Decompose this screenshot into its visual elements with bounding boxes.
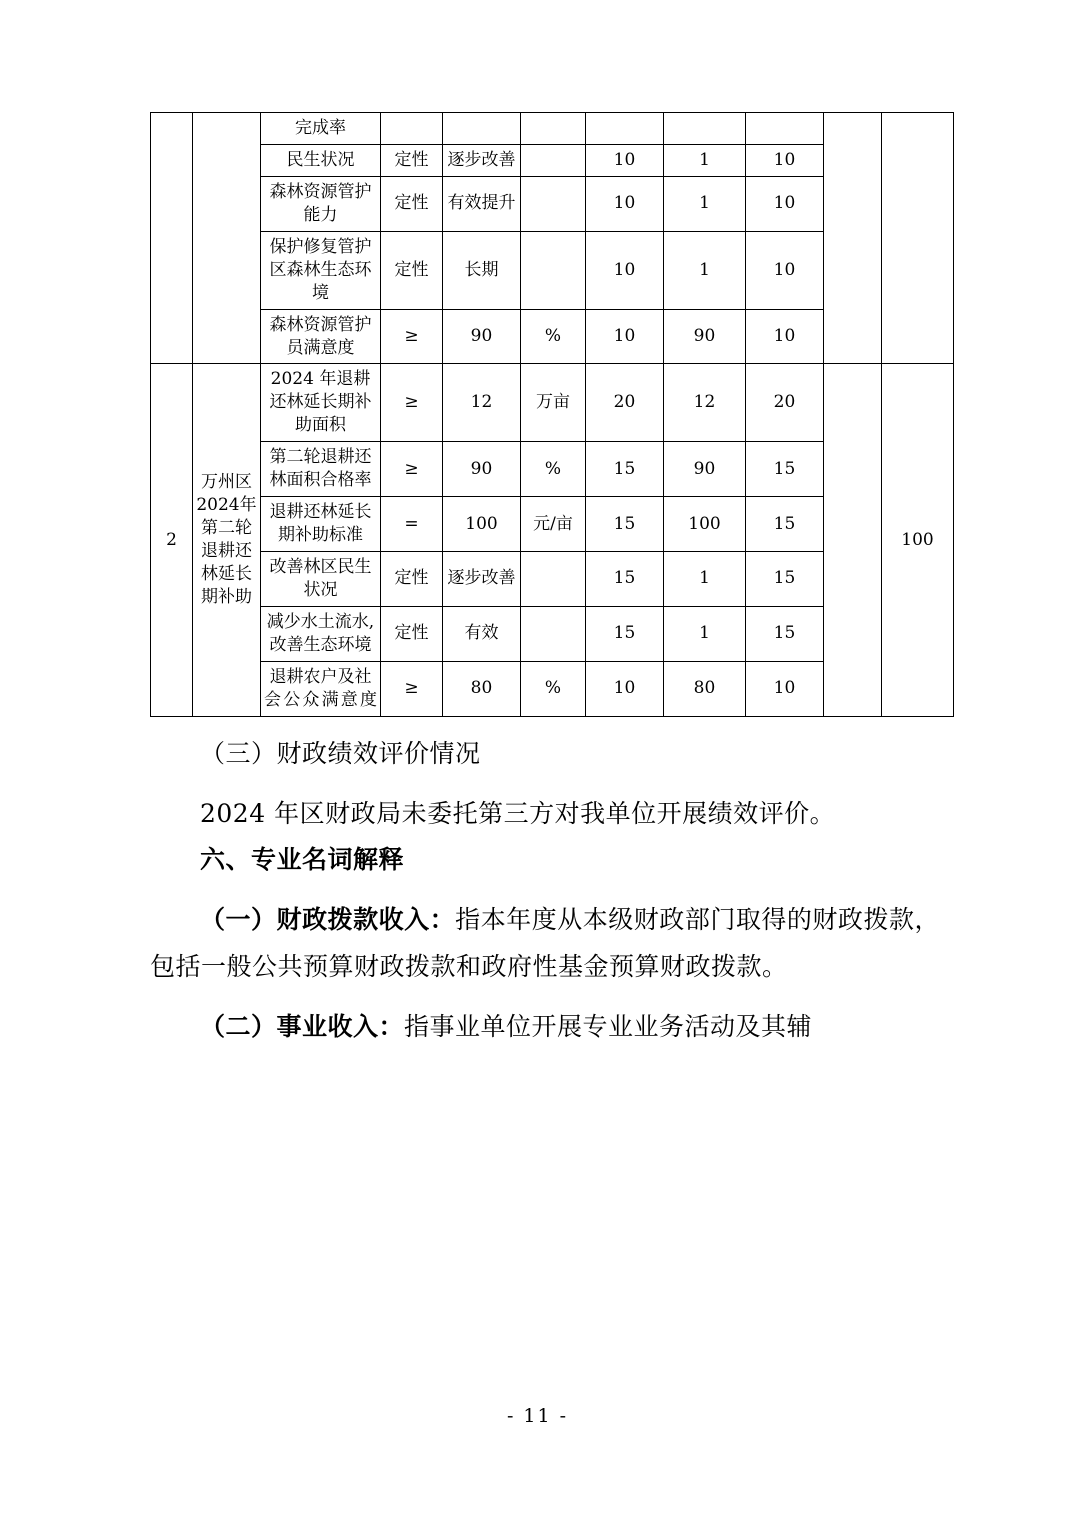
cell-got: 10	[746, 176, 824, 231]
cell-blank	[824, 364, 882, 716]
term-two	[150, 1004, 940, 1050]
section-heading-three: （三）财政绩效评价情况	[200, 738, 481, 768]
paragraph-evaluation: 2024 年区财政局未委托第三方对我单位开展绩效评价。	[200, 798, 836, 828]
cell-indicator-name: 完成率	[261, 113, 381, 145]
cell-symbol: 定性	[381, 606, 443, 661]
cell-score: 15	[586, 442, 664, 497]
section-heading-six: 六、专业名词解释	[200, 845, 405, 875]
term-two-spacer	[150, 1012, 200, 1041]
term-two-text: 指事业单位开展专业业务活动及其辅	[404, 1011, 813, 1041]
cell-got: 10	[746, 661, 824, 716]
term-one-spacer	[150, 905, 200, 934]
cell-got: 20	[746, 364, 824, 442]
cell-score: 10	[586, 661, 664, 716]
cell-got: 15	[746, 552, 824, 607]
cell-unit	[521, 144, 586, 176]
cell-value: 80	[443, 661, 521, 716]
cell-symbol: ≥	[381, 309, 443, 364]
cell-total-continued	[882, 113, 954, 364]
term-one	[150, 897, 940, 990]
cell-got: 10	[746, 309, 824, 364]
cell-unit: %	[521, 309, 586, 364]
cell-actual: 12	[664, 364, 746, 442]
cell-unit	[521, 552, 586, 607]
term-two-label: （二）事业收入：	[200, 1011, 405, 1041]
cell-score	[586, 113, 664, 145]
cell-actual: 1	[664, 606, 746, 661]
cell-symbol: 定性	[381, 231, 443, 309]
cell-value: 逐步改善	[443, 144, 521, 176]
table-row	[151, 113, 954, 145]
cell-unit	[521, 113, 586, 145]
cell-unit	[521, 231, 586, 309]
cell-value: 90	[443, 309, 521, 364]
cell-got: 15	[746, 497, 824, 552]
cell-value: 100	[443, 497, 521, 552]
cell-value: 有效	[443, 606, 521, 661]
cell-symbol: ≥	[381, 442, 443, 497]
cell-indicator-name: 第二轮退耕还林面积合格率	[261, 442, 381, 497]
cell-indicator-name: 保护修复管护区森林生态环境	[261, 231, 381, 309]
cell-value: 有效提升	[443, 176, 521, 231]
cell-symbol: ≥	[381, 661, 443, 716]
cell-score: 20	[586, 364, 664, 442]
cell-indicator-name: 改善林区民生状况	[261, 552, 381, 607]
cell-symbol: ≥	[381, 364, 443, 442]
performance-indicator-table	[150, 112, 954, 717]
cell-actual: 80	[664, 661, 746, 716]
cell-score: 10	[586, 231, 664, 309]
cell-unit: 万亩	[521, 364, 586, 442]
table-row	[151, 364, 954, 442]
cell-indicator-name: 森林资源管护能力	[261, 176, 381, 231]
cell-got: 10	[746, 231, 824, 309]
cell-total-score: 100	[882, 364, 954, 716]
cell-value: 逐步改善	[443, 552, 521, 607]
cell-unit: %	[521, 661, 586, 716]
cell-unit	[521, 176, 586, 231]
cell-value	[443, 113, 521, 145]
cell-indicator-name: 民生状况	[261, 144, 381, 176]
cell-score: 10	[586, 309, 664, 364]
cell-actual: 1	[664, 231, 746, 309]
cell-index-continued	[151, 113, 193, 364]
cell-unit: 元/亩	[521, 497, 586, 552]
cell-indicator-name: 退耕还林延长期补助标准	[261, 497, 381, 552]
cell-score: 10	[586, 176, 664, 231]
term-one-label: （一）财政拨款收入：	[200, 905, 456, 935]
cell-value: 90	[443, 442, 521, 497]
cell-unit	[521, 606, 586, 661]
cell-score: 15	[586, 552, 664, 607]
cell-got: 15	[746, 442, 824, 497]
cell-indicator-name: 2024 年退耕还林延长期补助面积	[261, 364, 381, 442]
cell-unit: %	[521, 442, 586, 497]
term-one-text: 指本年度从本级财政部门取得的财政拨款，包括一般公共预算财政拨款和政府性基金预算财政拨款。	[150, 905, 940, 981]
cell-symbol: 定性	[381, 552, 443, 607]
cell-score: 15	[586, 606, 664, 661]
cell-score: 10	[586, 144, 664, 176]
cell-indicator-name: 退耕农户及社会公众满意度	[261, 661, 381, 716]
cell-project-continued	[193, 113, 261, 364]
page-footer: - 11 -	[506, 1405, 569, 1427]
cell-indicator-name: 森林资源管护员满意度	[261, 309, 381, 364]
cell-symbol: 定性	[381, 176, 443, 231]
cell-actual: 1	[664, 552, 746, 607]
cell-got: 15	[746, 606, 824, 661]
cell-symbol: 定性	[381, 144, 443, 176]
cell-actual: 100	[664, 497, 746, 552]
cell-indicator-name: 减少水土流水,改善生态环境	[261, 606, 381, 661]
cell-score: 15	[586, 497, 664, 552]
cell-symbol: =	[381, 497, 443, 552]
page-content	[150, 112, 940, 1050]
cell-actual: 90	[664, 309, 746, 364]
cell-value: 12	[443, 364, 521, 442]
cell-actual: 90	[664, 442, 746, 497]
cell-actual	[664, 113, 746, 145]
cell-value: 长期	[443, 231, 521, 309]
cell-got	[746, 113, 824, 145]
cell-project-name: 万州区2024年第二轮退耕还林延长期补助	[193, 364, 261, 716]
cell-got: 10	[746, 144, 824, 176]
cell-actual: 1	[664, 176, 746, 231]
cell-blank-continued	[824, 113, 882, 364]
cell-index: 2	[151, 364, 193, 716]
cell-actual: 1	[664, 144, 746, 176]
cell-symbol	[381, 113, 443, 145]
